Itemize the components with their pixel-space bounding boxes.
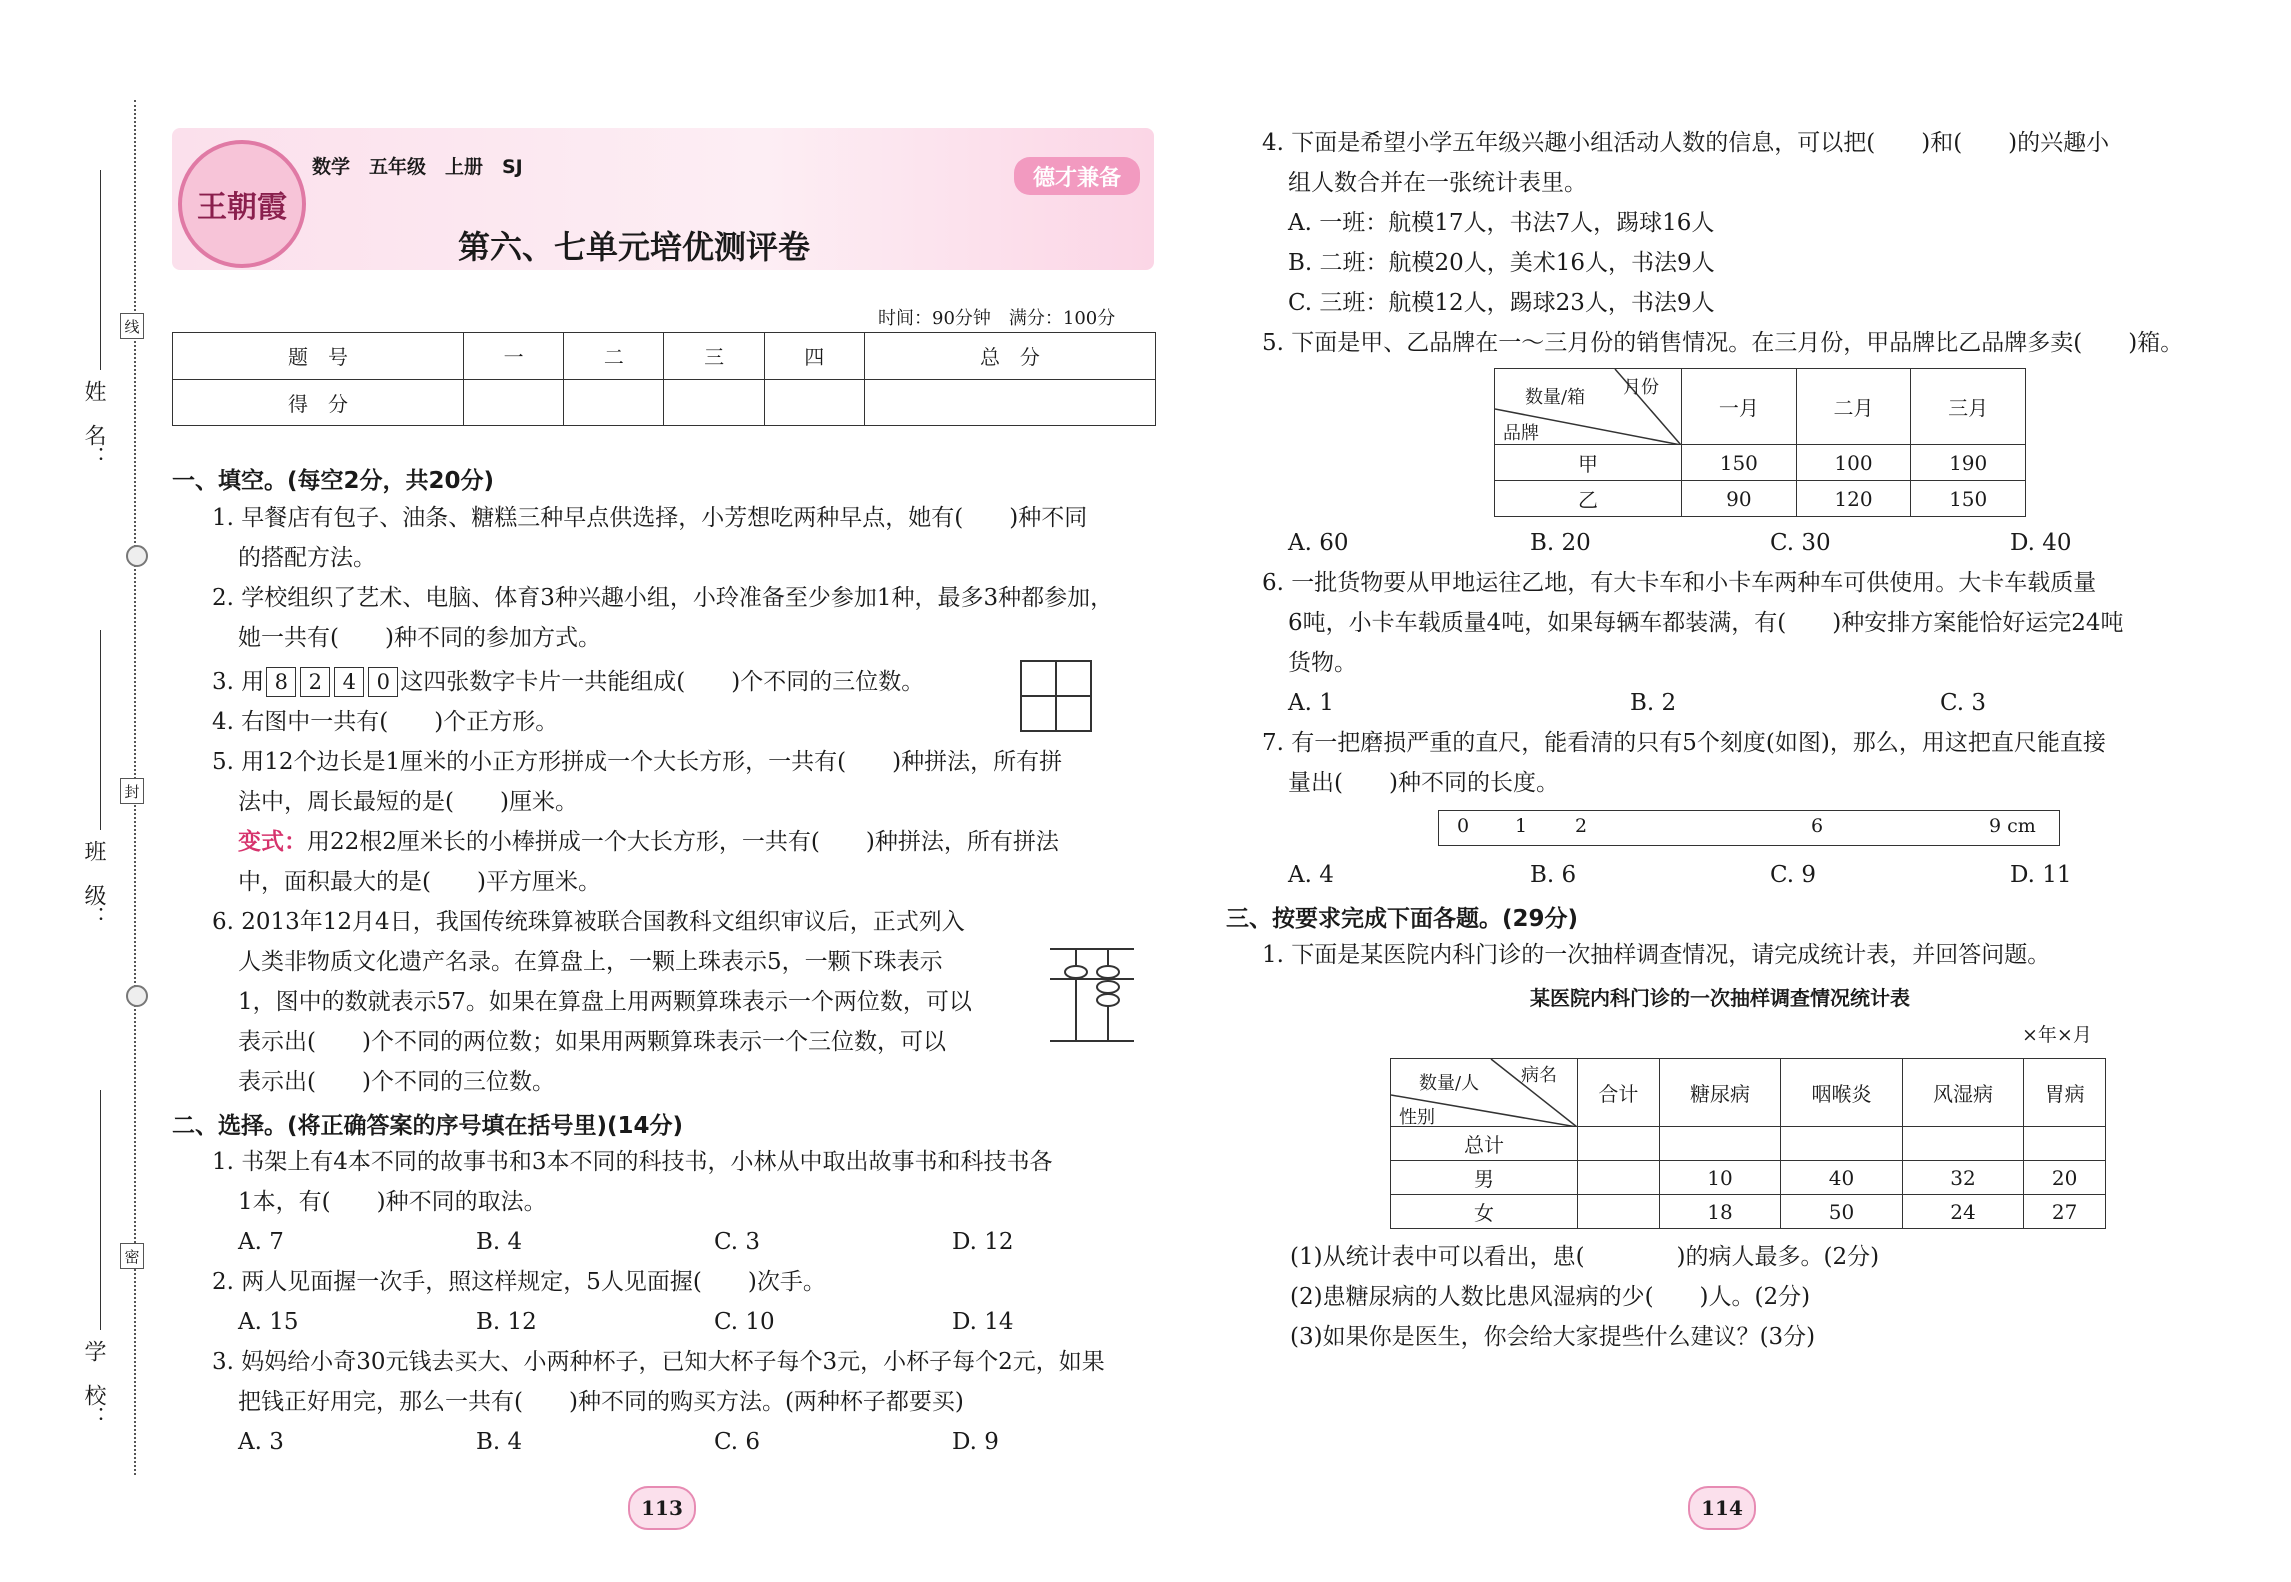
- option: C. 9: [1770, 862, 1817, 888]
- table-cell: 90: [1682, 481, 1797, 517]
- option: B. 20: [1530, 530, 1591, 556]
- score-input-cell[interactable]: [764, 379, 864, 426]
- corner-cell: [1391, 1059, 1578, 1127]
- answer-cell[interactable]: [1902, 1127, 2024, 1161]
- table-cell: 120: [1796, 481, 1911, 517]
- table-header: 糖尿病: [1659, 1059, 1781, 1127]
- table-header: 胃病: [2024, 1059, 2106, 1127]
- question-text: 4. 下面是希望小学五年级兴趣小组活动人数的信息，可以把( )和( )的兴趣小: [1262, 130, 2110, 156]
- option: D. 12: [952, 1229, 1014, 1255]
- school-label: 学 校：: [81, 1340, 106, 1428]
- option: A. 1: [1288, 690, 1334, 716]
- question-text: 4. 右图中一共有( )个正方形。: [212, 709, 559, 735]
- digit-card: 8: [266, 667, 296, 697]
- table-title: 某医院内科门诊的一次抽样调查情况统计表: [1530, 986, 1910, 1010]
- answer-cell[interactable]: [2024, 1127, 2106, 1161]
- table-header: 咽喉炎: [1781, 1059, 1903, 1127]
- question-text: 1本，有( )种不同的取法。: [238, 1189, 547, 1215]
- option: A. 3: [238, 1429, 284, 1455]
- score-input-cell[interactable]: [464, 379, 564, 426]
- option: B. 4: [476, 1229, 523, 1255]
- option: C. 3: [714, 1229, 761, 1255]
- option: C. 3: [1940, 690, 1987, 716]
- section1-heading: 一、填空。(每空2分，共20分): [172, 468, 495, 494]
- section3-heading: 三、按要求完成下面各题。(29分): [1226, 906, 1579, 932]
- option: D. 11: [2010, 862, 2072, 888]
- question-text: 6. 一批货物要从甲地运往乙地，有大卡车和小卡车两种车可供使用。大卡车载质量: [1262, 570, 2097, 596]
- table-cell: 乙: [1495, 481, 1682, 517]
- score-input-cell[interactable]: [664, 379, 764, 426]
- question-text: 组人数合并在一张统计表里。: [1288, 170, 1587, 196]
- option: B. 二班：航模20人，美术16人，书法9人: [1288, 250, 1715, 276]
- corner-label: 数量/箱: [1525, 387, 1586, 408]
- option: D. 14: [952, 1309, 1014, 1335]
- question-text: 2. 学校组织了艺术、电脑、体育3种兴趣小组，小玲准备至少参加1种，最多3种都参加，: [212, 585, 1114, 611]
- table-cell: 40: [1781, 1161, 1903, 1195]
- class-label: 班 级：: [81, 840, 106, 928]
- option: B. 2: [1630, 690, 1677, 716]
- question-text: 人类非物质文化遗产名录。在算盘上，一颗上珠表示5，一颗下珠表示: [238, 949, 943, 975]
- question-text: 表示出( )个不同的两位数；如果用两颗算珠表示一个三位数，可以: [238, 1029, 946, 1055]
- question-text: 2. 两人见面握一次手，照这样规定，5人见面握( )次手。: [212, 1269, 826, 1295]
- corner-label: 病名: [1521, 1065, 1557, 1086]
- question-text: 3. 妈妈给小奇30元钱去买大、小两种杯子，已知大杯子每个3元，小杯子每个2元，如果: [212, 1349, 1105, 1375]
- question-text: 1. 书架上有4本不同的故事书和3本不同的科技书，小林从中取出故事书和科技书各: [212, 1149, 1053, 1175]
- table-cell: 四: [764, 333, 864, 380]
- sales-table: [1494, 368, 2026, 517]
- class-field[interactable]: [100, 630, 101, 830]
- corner-cell: [1495, 369, 1682, 445]
- option: A. 4: [1288, 862, 1334, 888]
- binding-hole-icon: [126, 985, 148, 1007]
- question-text: 3. 用 8 2 4 0 这四张数字卡片一共能组成( )个不同的三位数。: [212, 669, 925, 695]
- sub-question: (1)从统计表中可以看出，患( )的病人最多。(2分): [1290, 1244, 1880, 1270]
- page-number: 114: [1688, 1486, 1756, 1530]
- option: C. 6: [714, 1429, 761, 1455]
- question-text: 表示出( )个不同的三位数。: [238, 1069, 555, 1095]
- question-text: 她一共有( )种不同的参加方式。: [238, 625, 601, 651]
- table-cell: 27: [2024, 1195, 2106, 1229]
- ruler-tick-label: 9 cm: [1989, 815, 2036, 837]
- option: A. 7: [238, 1229, 284, 1255]
- score-table: [172, 332, 1156, 426]
- brand-logo: 王朝霞: [178, 140, 306, 268]
- table-cell: 190: [1911, 445, 2026, 481]
- score-input-cell[interactable]: [864, 379, 1155, 426]
- option: A. 60: [1288, 530, 1349, 556]
- option: A. 15: [238, 1309, 299, 1335]
- question-text: 1. 早餐店有包子、油条、糖糕三种早点供选择，小芳想吃两种早点，她有( )种不同: [212, 505, 1088, 531]
- option: B. 12: [476, 1309, 537, 1335]
- page-number: 113: [628, 1486, 696, 1530]
- question-text: 5. 用12个边长是1厘米的小正方形拼成一个大长方形，一共有( )种拼法，所有拼: [212, 749, 1063, 775]
- abacus-figure: [1050, 945, 1134, 1045]
- table-cell: 男: [1391, 1161, 1578, 1195]
- section2-heading: 二、选择。(将正确答案的序号填在括号里)(14分): [172, 1113, 684, 1139]
- table-header: 二月: [1796, 369, 1911, 445]
- mark-mi: 密: [120, 1243, 144, 1269]
- table-cell: 150: [1911, 481, 2026, 517]
- question-text: 量出( )种不同的长度。: [1288, 770, 1559, 796]
- square-grid-figure: [1020, 660, 1092, 732]
- clinic-table: [1390, 1058, 2106, 1229]
- score-input-cell[interactable]: [564, 379, 664, 426]
- ruler-figure: [1438, 810, 2060, 846]
- question-text: 1，图中的数就表示57。如果在算盘上用两颗算珠表示一个两位数，可以: [238, 989, 972, 1015]
- table-cell: 一: [464, 333, 564, 380]
- answer-cell[interactable]: [1578, 1161, 1660, 1195]
- question-text: 法中，周长最短的是( )厘米。: [238, 789, 578, 815]
- table-cell: 得 分: [173, 379, 464, 426]
- corner-label: 性别: [1399, 1107, 1435, 1128]
- table-cell: 三: [664, 333, 764, 380]
- name-field[interactable]: [100, 170, 101, 370]
- option: D. 40: [2010, 530, 2072, 556]
- page-title: 第六、七单元培优测评卷: [458, 228, 811, 266]
- mark-xian: 线: [120, 313, 144, 339]
- answer-cell[interactable]: [1578, 1195, 1660, 1229]
- digit-card: 2: [300, 667, 330, 697]
- table-cell: 32: [1902, 1161, 2024, 1195]
- subject-line: 数学 五年级 上册 SJ: [312, 156, 523, 178]
- table-cell: 50: [1781, 1195, 1903, 1229]
- ruler-tick-label: 2: [1575, 815, 1588, 837]
- ruler-tick-label: 0: [1457, 815, 1470, 837]
- ruler-tick-label: 6: [1811, 815, 1824, 837]
- table-cell: 24: [1902, 1195, 2024, 1229]
- table-cell: 甲: [1495, 445, 1682, 481]
- mark-feng: 封: [120, 778, 144, 804]
- question-text: 5. 下面是甲、乙品牌在一～三月份的销售情况。在三月份，甲品牌比乙品牌多卖( )箱。: [1262, 330, 2184, 356]
- option: B. 4: [476, 1429, 523, 1455]
- digit-card: 4: [334, 667, 364, 697]
- table-cell: 题 号: [173, 333, 464, 380]
- table-cell: 二: [564, 333, 664, 380]
- table-cell: 总 分: [864, 333, 1155, 380]
- table-cell: 总计: [1391, 1127, 1578, 1161]
- question-text: 的搭配方法。: [238, 545, 376, 571]
- option: D. 9: [952, 1429, 999, 1455]
- question-text: 1. 下面是某医院内科门诊的一次抽样调查情况，请完成统计表，并回答问题。: [1262, 942, 2051, 968]
- answer-cell[interactable]: [1781, 1127, 1903, 1161]
- question-text: 6. 2013年12月4日，我国传统珠算被联合国教科文组织审议后，正式列入: [212, 909, 965, 935]
- answer-cell[interactable]: [1659, 1127, 1781, 1161]
- time-score: 时间：90分钟 满分：100分: [878, 308, 1116, 329]
- question-text: 把钱正好用完，那么一共有( )种不同的购买方法。(两种杯子都要买): [238, 1389, 964, 1415]
- question-text: 货物。: [1288, 650, 1357, 676]
- table-cell: 150: [1682, 445, 1797, 481]
- sub-question: (2)患糖尿病的人数比患风湿病的少( )人。(2分): [1290, 1284, 1811, 1310]
- corner-label: 数量/人: [1419, 1073, 1480, 1094]
- question-text: 中，面积最大的是( )平方厘米。: [238, 869, 601, 895]
- table-date: ×年×月: [2022, 1024, 2092, 1046]
- name-label: 姓 名：: [81, 380, 106, 468]
- table-cell: 18: [1659, 1195, 1781, 1229]
- digit-card: 0: [368, 667, 398, 697]
- school-field[interactable]: [100, 1090, 101, 1330]
- question-text: 6吨，小卡车载质量4吨，如果每辆车都装满，有( )种安排方案能恰好运完24吨: [1288, 610, 2124, 636]
- binding-hole-icon: [126, 545, 148, 567]
- table-cell: 20: [2024, 1161, 2106, 1195]
- option: C. 10: [714, 1309, 775, 1335]
- table-header: 风湿病: [1902, 1059, 2024, 1127]
- corner-label: 品牌: [1503, 423, 1539, 444]
- corner-label: 月份: [1623, 377, 1659, 398]
- question-text: 变式：用22根2厘米长的小棒拼成一个大长方形，一共有( )种拼法，所有拼法: [238, 828, 1059, 855]
- question-text: 7. 有一把磨损严重的直尺，能看清的只有5个刻度(如图)，那么，用这把直尺能直接: [1262, 730, 2106, 756]
- answer-cell[interactable]: [1578, 1127, 1660, 1161]
- table-cell: 女: [1391, 1195, 1578, 1229]
- option: C. 30: [1770, 530, 1831, 556]
- ruler-tick-label: 1: [1515, 815, 1528, 837]
- table-cell: 100: [1796, 445, 1911, 481]
- option: A. 一班：航模17人，书法7人，踢球16人: [1288, 210, 1715, 236]
- table-header: 一月: [1682, 369, 1797, 445]
- motto-badge: 德才兼备: [1014, 157, 1140, 195]
- table-cell: 10: [1659, 1161, 1781, 1195]
- table-header: 合计: [1578, 1059, 1660, 1127]
- option: C. 三班：航模12人，踢球23人，书法9人: [1288, 290, 1715, 316]
- option: B. 6: [1530, 862, 1577, 888]
- table-header: 三月: [1911, 369, 2026, 445]
- sub-question: (3)如果你是医生，你会给大家提些什么建议？(3分): [1290, 1324, 1816, 1350]
